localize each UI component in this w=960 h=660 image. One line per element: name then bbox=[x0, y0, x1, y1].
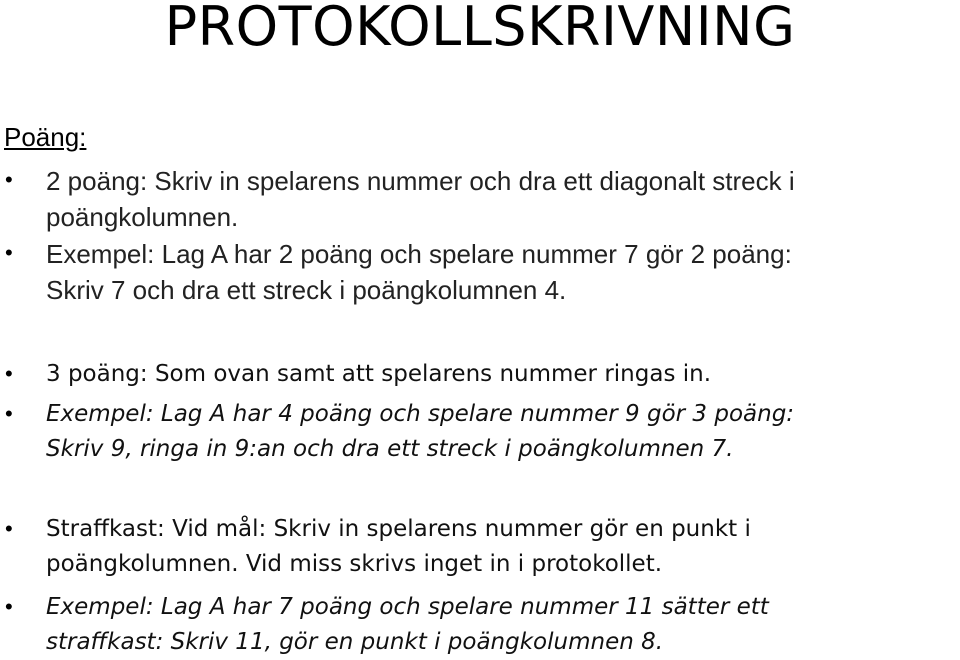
item-line: poängkolumnen. Vid miss skrivs inget in i protokollet. bbox=[46, 551, 663, 577]
item-line: 3 poäng: Som ovan samt att spelarens nummer ringas in. bbox=[46, 361, 712, 387]
item-line: Exempel: Lag A har 4 poäng och spelare nummer 9 gör 3 poäng: bbox=[46, 401, 795, 427]
bullet-icon: • bbox=[5, 516, 13, 541]
bullet-icon: • bbox=[5, 401, 13, 426]
item-line: Exempel: Lag A har 2 poäng och spelare nummer 7 gör 2 poäng: bbox=[46, 239, 792, 269]
item-line: Skriv 7 och dra ett streck i poängkolumnen 4. bbox=[46, 275, 567, 305]
item-line: poängkolumnen. bbox=[46, 202, 239, 232]
item-line: Straffkast: Vid mål: Skriv in spelarens nummer gör en punkt i bbox=[46, 516, 751, 542]
item-line: 2 poäng: Skriv in spelarens nummer och dra ett diagonalt streck i bbox=[46, 166, 795, 196]
bullet-icon: • bbox=[5, 167, 13, 192]
item-line: Skriv 9, ringa in 9:an och dra ett streck i poängkolumnen 7. bbox=[46, 436, 734, 462]
bullet-icon: • bbox=[5, 240, 13, 265]
page-title: PROTOKOLLSKRIVNING bbox=[164, 0, 796, 58]
bullet-icon: • bbox=[5, 594, 13, 619]
bullet-icon: • bbox=[5, 361, 13, 386]
item-line: Exempel: Lag A har 7 poäng och spelare nummer 11 sätter ett bbox=[46, 594, 769, 620]
item-line: straffkast: Skriv 11, gör en punkt i poängkolumnen 8. bbox=[46, 629, 664, 655]
section-label-poang: Poäng: bbox=[4, 122, 87, 152]
